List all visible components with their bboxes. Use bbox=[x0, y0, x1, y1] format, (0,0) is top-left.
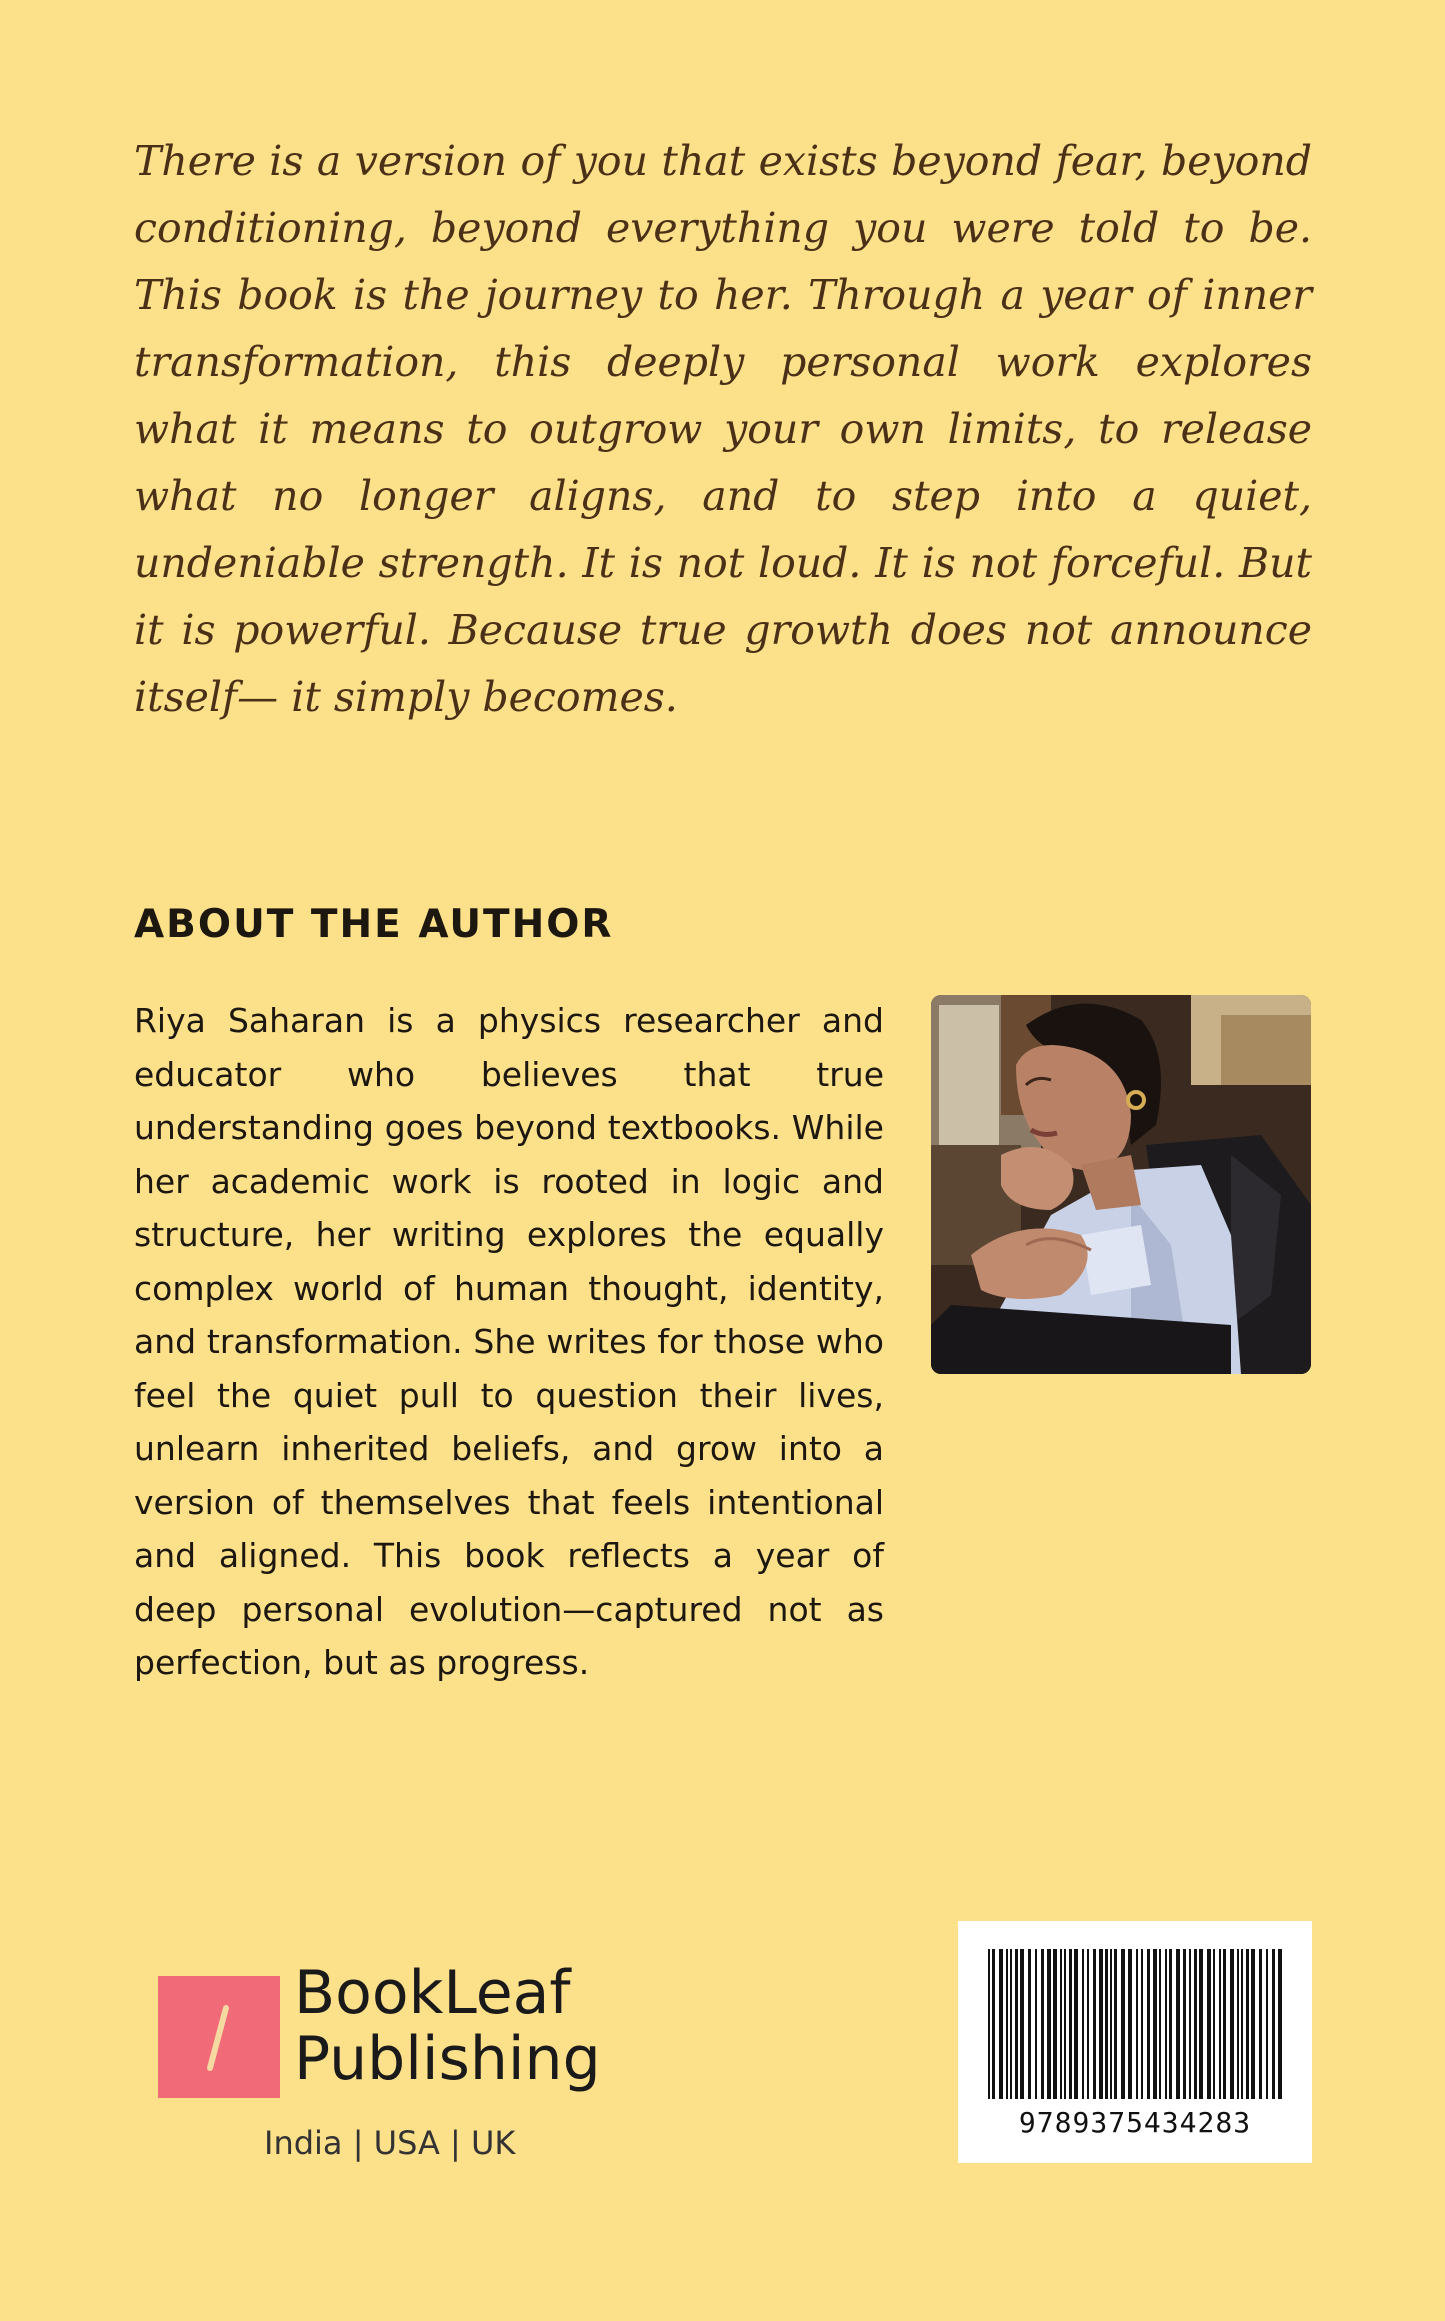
publisher-name-line1: BookLeaf bbox=[294, 1958, 571, 2028]
barcode-bar bbox=[1087, 1949, 1089, 2099]
barcode-bar bbox=[1153, 1949, 1157, 2099]
publisher-logo-icon bbox=[158, 1976, 280, 2098]
barcode-bar bbox=[1047, 1949, 1051, 2099]
barcode-bar bbox=[1213, 1949, 1215, 2099]
barcode-bar bbox=[1159, 1949, 1161, 2099]
barcode-bar bbox=[988, 1949, 990, 2099]
barcode-bar bbox=[1230, 1949, 1234, 2099]
about-author-heading: ABOUT THE AUTHOR bbox=[134, 902, 614, 947]
barcode-bar bbox=[1093, 1949, 1096, 2099]
barcode-bar bbox=[1223, 1949, 1226, 2099]
author-bio: Riya Saharan is a physics researcher and educator who believes that true understanding goes beyond textbooks. While her academic work is rooted in logic and structure, her writing explores the equally complex world of human thought, identity, and transformation. She writes for those who feel the quiet pull to question their lives, unlearn inherited beliefs, and grow into a version of themselves that feels intentional and aligned. This book reflects a year of deep personal evolution—captured not as perfection, but as progress. bbox=[134, 1001, 884, 1682]
barcode-bar bbox=[1237, 1949, 1239, 2099]
barcode-bar bbox=[1176, 1949, 1180, 2099]
barcode-bar bbox=[1110, 1949, 1112, 2099]
barcode-bar bbox=[1028, 1949, 1031, 2099]
barcode-bar bbox=[1241, 1949, 1243, 2099]
barcode-bar bbox=[1060, 1949, 1062, 2099]
barcode-bar bbox=[999, 1949, 1003, 2099]
isbn-number: 9789375434283 bbox=[1018, 2106, 1252, 2139]
barcode-bar bbox=[1189, 1949, 1191, 2099]
barcode-bar bbox=[1006, 1949, 1008, 2099]
barcode-bar bbox=[1099, 1949, 1103, 2099]
barcode-bar bbox=[1064, 1949, 1066, 2099]
barcode-bars bbox=[958, 1921, 1312, 2101]
barcode-bar bbox=[1278, 1949, 1282, 2099]
barcode-bar bbox=[1020, 1949, 1024, 2099]
barcode-bar bbox=[1246, 1949, 1249, 2099]
barcode-bar bbox=[1141, 1949, 1143, 2099]
publisher-regions: India | USA | UK bbox=[264, 2124, 516, 2162]
barcode-bar bbox=[1041, 1949, 1044, 2099]
barcode-bar bbox=[1272, 1949, 1275, 2099]
back-cover-blurb: There is a version of you that exists beyond fear, beyond conditioning, beyond everything you were told to be. This book is the journey to her. Through a year of inner transformation, this deeply personal work explores what it means to outgrow your own limits, to release what no longer aligns, and to step into a quiet, undeniable strength. It is not loud. It is not forceful. But it is powerful. Because true growth does not announce itself— it simply becomes. bbox=[134, 137, 1312, 721]
barcode-bar bbox=[1069, 1949, 1072, 2099]
barcode-bar bbox=[1194, 1949, 1197, 2099]
barcode-bar bbox=[1114, 1949, 1117, 2099]
barcode-bar bbox=[1128, 1949, 1132, 2099]
barcode-bar bbox=[992, 1949, 995, 2099]
barcode-bar bbox=[1266, 1949, 1268, 2099]
barcode-bar bbox=[1165, 1949, 1167, 2099]
barcode-bar bbox=[1105, 1949, 1108, 2099]
barcode-bar bbox=[1199, 1949, 1203, 2099]
barcode-bar bbox=[1169, 1949, 1172, 2099]
isbn-barcode bbox=[958, 1921, 1312, 2163]
barcode-bar bbox=[1035, 1949, 1037, 2099]
publisher-name-line2: Publishing bbox=[294, 2024, 601, 2094]
barcode-bar bbox=[1183, 1949, 1186, 2099]
barcode-bar bbox=[1219, 1949, 1221, 2099]
barcode-bar bbox=[1259, 1949, 1262, 2099]
barcode-bar bbox=[1251, 1949, 1255, 2099]
barcode-bar bbox=[1147, 1949, 1150, 2099]
author-photo bbox=[931, 995, 1311, 1374]
barcode-bar bbox=[1121, 1949, 1125, 2099]
barcode-bar bbox=[1053, 1949, 1057, 2099]
barcode-bar bbox=[1082, 1949, 1084, 2099]
barcode-bar bbox=[1136, 1949, 1138, 2099]
barcode-bar bbox=[1010, 1949, 1012, 2099]
barcode-bar bbox=[1207, 1949, 1211, 2099]
barcode-bar bbox=[1074, 1949, 1078, 2099]
publisher-name bbox=[294, 1960, 601, 2092]
barcode-bar bbox=[1015, 1949, 1018, 2099]
